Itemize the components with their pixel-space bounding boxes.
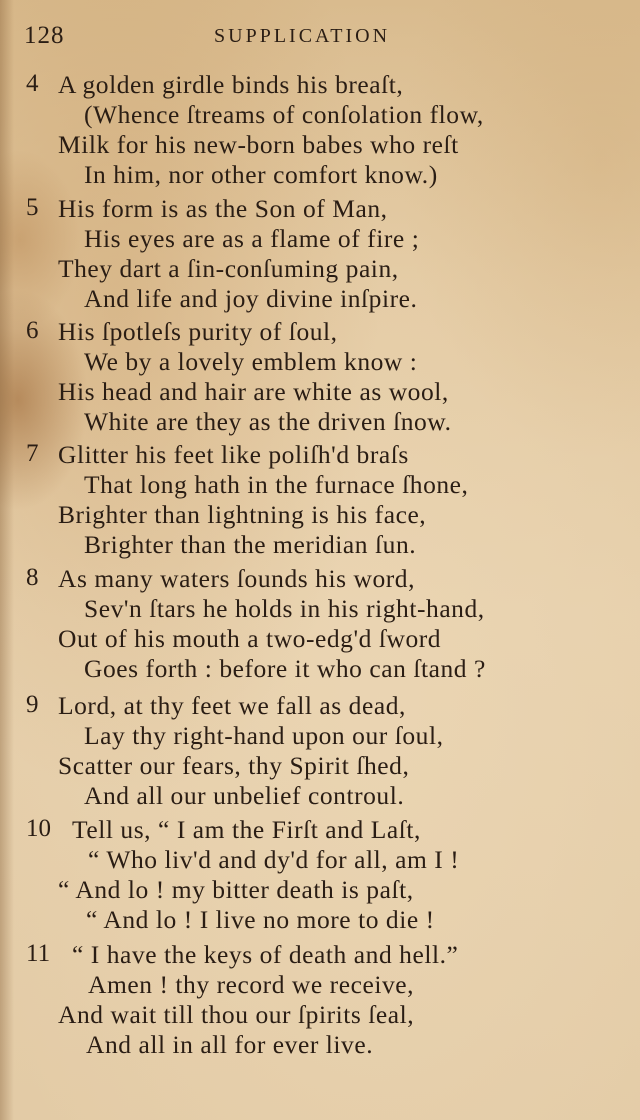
verse-line: (Whence ſtreams of conſolation flow, <box>84 100 484 129</box>
verse-line: Amen ! thy record we receive, <box>88 970 415 999</box>
verse-line: Brighter than lightning is his face, <box>58 500 427 529</box>
stanza <box>0 317 640 434</box>
verse-line: And all in all for ever live. <box>86 1030 374 1059</box>
stanza-number: 6 <box>26 317 39 344</box>
verse-line: They dart a ſin-conſuming pain, <box>58 254 399 283</box>
verse-line: And wait till thou our ſpirits ſeal, <box>58 1000 415 1029</box>
verse-line: Scatter our fears, thy Spirit ſhed, <box>58 751 410 780</box>
stanza <box>0 440 640 558</box>
stanza <box>0 70 640 188</box>
stanza-number: 11 <box>26 940 51 967</box>
verse-line: “ I have the keys of death and hell.” <box>72 940 459 969</box>
stanza <box>0 815 640 934</box>
running-head <box>24 22 620 52</box>
stanza <box>0 940 640 1062</box>
verse-line: And all our unbelief controul. <box>84 781 405 810</box>
stanza-number: 7 <box>26 440 39 467</box>
verse-line: Out of his mouth a two-edg'd ſword <box>58 624 442 653</box>
verse-line: A golden girdle binds his breaſt, <box>58 70 404 99</box>
verse-line: Tell us, “ I am the Firſt and Laſt, <box>72 815 421 844</box>
verse-line: Sev'n ſtars he holds in his right-hand, <box>84 594 485 623</box>
stanza-number: 4 <box>26 70 39 97</box>
verse-line: Goes forth : before it who can ſtand ? <box>84 654 486 683</box>
running-title: SUPPLICATION <box>214 25 391 47</box>
verse-line: “ And lo ! my bitter death is paſt, <box>58 875 414 904</box>
page-number: 128 <box>24 22 65 49</box>
verse-line: Milk for his new-born babes who reſt <box>58 130 459 159</box>
stanza <box>0 691 640 809</box>
verse-line: Lay thy right-hand upon our ſoul, <box>84 721 444 750</box>
verse-line: And life and joy divine inſpire. <box>84 284 418 313</box>
stanza <box>0 564 640 685</box>
stanza-number: 8 <box>26 564 39 591</box>
verse-line: His head and hair are white as wool, <box>58 377 449 406</box>
verse-line: We by a lovely emblem know : <box>84 347 418 376</box>
verse-line: White are they as the driven ſnow. <box>84 407 452 436</box>
stanza-number: 5 <box>26 194 39 221</box>
verse-line: “ Who liv'd and dy'd for all, am I ! <box>88 845 460 874</box>
verse-line: As many waters ſounds his word, <box>58 564 416 593</box>
verse-line: Glitter his feet like poliſh'd braſs <box>58 440 409 469</box>
verse-line: His eyes are as a flame of fire ; <box>84 224 420 253</box>
verse-line: His form is as the Son of Man, <box>58 194 388 223</box>
verse-line: In him, nor other comfort know.) <box>84 160 438 189</box>
verse-line: Brighter than the meridian ſun. <box>84 530 417 559</box>
verse-line: His ſpotleſs purity of ſoul, <box>58 317 338 346</box>
stanza-number: 10 <box>26 815 51 842</box>
verse-line: Lord, at thy feet we fall as dead, <box>58 691 406 720</box>
verse-line: “ And lo ! I live no more to die ! <box>86 905 435 934</box>
stanza <box>0 194 640 311</box>
hymn-text <box>0 70 640 1068</box>
stanza-number: 9 <box>26 691 39 718</box>
verse-line: That long hath in the furnace ſhone, <box>84 470 469 499</box>
